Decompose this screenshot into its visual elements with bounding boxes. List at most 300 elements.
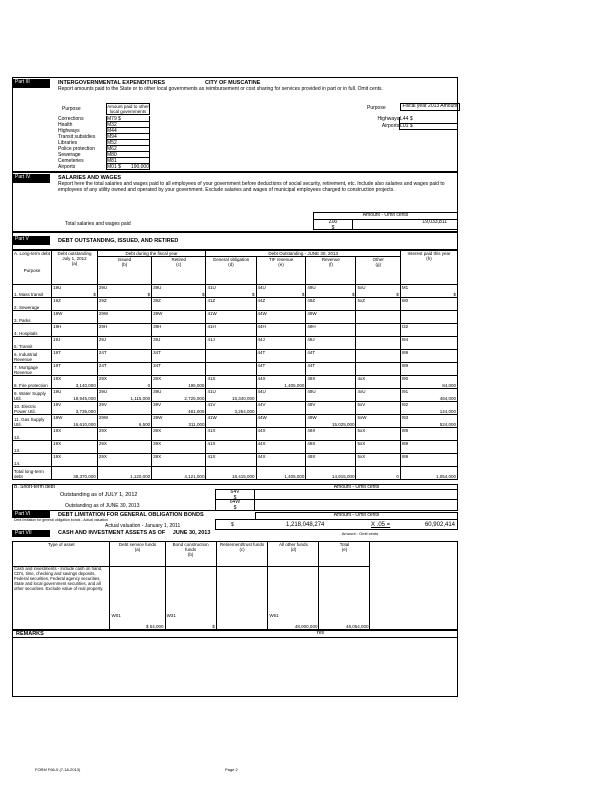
amount-cell[interactable] — [306, 311, 356, 324]
amount-cell[interactable] — [400, 376, 457, 389]
amount-cell[interactable] — [97, 337, 151, 350]
amount-cell[interactable] — [400, 337, 457, 350]
item-code: 5xV — [357, 402, 366, 408]
code: M62 — [107, 146, 117, 152]
amount-cell[interactable] — [256, 350, 306, 363]
amount-cell[interactable] — [356, 324, 400, 337]
long-term-label — [13, 251, 52, 285]
amount-cell[interactable] — [97, 389, 151, 402]
amount-cell[interactable] — [97, 311, 151, 324]
item-code: I89 — [401, 428, 409, 434]
table-row — [13, 389, 458, 402]
amount-cell[interactable] — [52, 389, 98, 402]
col-header — [97, 257, 151, 285]
amount: 524,000 — [439, 422, 456, 427]
amount-cell[interactable] — [356, 337, 400, 350]
total-wages-field[interactable]: 19,033,811 — [352, 219, 458, 230]
amount-cell[interactable] — [356, 350, 400, 363]
amount: $ — [301, 292, 305, 297]
short-term-label: B. Short-term debt — [14, 484, 55, 490]
amount: 16,610,000 — [73, 422, 96, 427]
amount-cell[interactable] — [206, 402, 256, 415]
item-code: 41X — [207, 441, 216, 447]
purpose-label: Transit subsidies — [58, 134, 96, 140]
sub: (e) — [341, 547, 348, 553]
remarks-box[interactable] — [12, 630, 458, 697]
amount: 1,120,000 — [130, 474, 151, 479]
item-code: 19H — [53, 324, 62, 330]
amount-cell[interactable] — [400, 285, 457, 298]
amount-cell[interactable] — [356, 389, 400, 402]
amount-cell[interactable] — [110, 567, 165, 630]
item-code: 49X — [307, 454, 316, 460]
label: Debt service funds — [118, 542, 157, 547]
amount: $ — [351, 292, 355, 297]
sub: (h) — [426, 256, 432, 262]
item-code: 44U — [257, 285, 266, 291]
amount-cell[interactable] — [400, 428, 457, 441]
amount-cell[interactable] — [356, 428, 400, 441]
item-code: W31 — [166, 612, 176, 618]
part3-instructions: Report amounts paid to the State or to other local governments as reimbursement or cost sharing for services provided in part or in full. Omit cents. — [58, 86, 383, 92]
amount-cell[interactable] — [356, 467, 400, 480]
amount-cell[interactable] — [97, 454, 151, 467]
amount: 84,000 — [442, 383, 456, 388]
item-code: I89 — [401, 363, 409, 369]
item-code: 29X — [98, 428, 107, 434]
item-code: W01 — [111, 612, 121, 618]
amount-cell[interactable] — [52, 376, 98, 389]
amount-cell[interactable] — [356, 285, 400, 298]
item-code: 49X — [307, 376, 316, 382]
sub: (d) — [290, 547, 297, 553]
amount-cell[interactable] — [400, 454, 457, 467]
item-code: 19V — [53, 402, 62, 408]
item-code: 39H — [153, 324, 162, 330]
amount-cell[interactable] — [52, 324, 98, 337]
amount: 195,000 — [188, 383, 205, 388]
amount-cell[interactable] — [306, 415, 356, 428]
item-code: 49H — [307, 324, 316, 330]
amount-cell[interactable] — [306, 441, 356, 454]
item-code: 19U — [53, 389, 62, 395]
dollar: $ — [233, 494, 237, 501]
amount-field[interactable]: L01 $ — [399, 124, 458, 131]
amount-cell[interactable] — [256, 467, 306, 480]
purpose-cell: 1. Mass transit — [13, 285, 52, 298]
purpose-cell: 7. Mortgage Revenue — [13, 363, 52, 376]
amount-cell[interactable] — [52, 467, 98, 480]
amount-cell[interactable] — [306, 350, 356, 363]
item-code: 29U — [98, 285, 108, 291]
item-code: 19Z — [53, 298, 61, 304]
amount-cell[interactable] — [306, 363, 356, 376]
item-code: 5xZ — [357, 298, 365, 304]
amount-cell[interactable] — [152, 350, 206, 363]
label: Other — [372, 257, 384, 263]
short-term-june-field[interactable] — [254, 499, 458, 511]
item-code: 44V — [257, 402, 266, 408]
amount-cell[interactable] — [256, 402, 306, 415]
amount-cell[interactable] — [216, 567, 268, 630]
amount: 1,054,000 — [435, 474, 456, 479]
amount-cell[interactable] — [152, 428, 206, 441]
amount-cell[interactable] — [97, 428, 151, 441]
amount-cell[interactable] — [97, 402, 151, 415]
part7-title: CASH AND INVESTMENT ASSETS AS OF — [58, 530, 166, 536]
col-header — [206, 257, 256, 285]
amount-cell[interactable] — [52, 441, 98, 454]
item-code: I80 — [401, 298, 409, 304]
cash-table — [12, 541, 458, 630]
purpose-row — [58, 164, 153, 170]
amount-cell[interactable] — [306, 324, 356, 337]
outstanding-july: Outstanding as of JULY 1, 2012 — [60, 492, 138, 498]
label: Retirement/trust funds — [219, 542, 265, 547]
amount-cell[interactable] — [256, 389, 306, 402]
amount-cell[interactable] — [400, 298, 457, 311]
purpose-cell: Total long-term debt — [13, 467, 52, 480]
amount-cell[interactable] — [356, 363, 400, 376]
amount-cell[interactable] — [400, 441, 457, 454]
amount-cell[interactable] — [52, 454, 98, 467]
amount-cell[interactable] — [319, 567, 370, 630]
amount: $ — [212, 623, 215, 629]
amount-cell[interactable] — [152, 376, 206, 389]
valuation-label: Actual valuation - January 1, 2011 — [105, 523, 181, 529]
amount-cell[interactable] — [165, 567, 216, 630]
purpose-cell: 14. — [13, 454, 52, 467]
amount-cell[interactable] — [206, 350, 256, 363]
col-header — [306, 257, 356, 285]
amount-cell[interactable] — [206, 454, 256, 467]
amount-cell[interactable] — [152, 363, 206, 376]
amount: 38,370,000 — [73, 474, 96, 479]
amount: $ — [396, 292, 399, 297]
amount: 3,735,000 — [75, 409, 96, 414]
item-code: 49U — [307, 389, 316, 395]
item-code: 41H — [207, 324, 216, 330]
amount-cell[interactable] — [306, 467, 356, 480]
amount-cell[interactable] — [206, 298, 256, 311]
amount-cell[interactable] — [400, 415, 457, 428]
code: M52 — [107, 140, 117, 146]
item-code: 41Z — [207, 298, 216, 304]
purpose-label: Cemeteries — [58, 158, 84, 164]
col-header — [110, 542, 165, 567]
amount-cell[interactable] — [152, 324, 206, 337]
amount-cell[interactable] — [206, 415, 256, 428]
right-purpose-header: Purpose — [367, 105, 386, 111]
item-code: I93 — [401, 415, 409, 421]
amount-cell[interactable] — [52, 337, 98, 350]
asset-description: Cash and investments - Include cash on hand, CD's, time, checking and savings deposits, Federal securities, Federal agency securities, State and local government securities, and all other securities. Exclude value of real property. — [13, 567, 110, 630]
amount-cell[interactable] — [52, 311, 98, 324]
table-row — [13, 285, 458, 298]
item-code: 49U — [307, 285, 316, 291]
table-row — [13, 350, 458, 363]
item-code: 44X — [257, 454, 266, 460]
amount-cell[interactable] — [256, 376, 306, 389]
amount-cell[interactable] — [206, 441, 256, 454]
col-header — [319, 542, 370, 567]
purpose-cell: 6. Industrial Revenue — [13, 350, 52, 363]
part7-amount-header: Amount - Omit cents — [341, 531, 379, 536]
amount: 48,000,000 — [294, 623, 318, 629]
item-code: 41U — [207, 389, 216, 395]
amount-cell[interactable] — [206, 389, 256, 402]
amount-cell[interactable] — [206, 324, 256, 337]
amount-cell[interactable] — [97, 467, 151, 480]
amount-cell[interactable] — [52, 363, 98, 376]
purpose-cell: 12. — [13, 428, 52, 441]
amount-cell[interactable] — [152, 337, 206, 350]
amount-cell[interactable] — [400, 467, 457, 480]
col-header — [268, 542, 319, 567]
purpose-label: Sewerage — [58, 152, 81, 158]
amount-cell[interactable] — [256, 454, 306, 467]
item-code: 19T — [53, 363, 61, 369]
amount-cell[interactable] — [206, 311, 256, 324]
amount-cell[interactable] — [152, 467, 206, 480]
amount-cell[interactable] — [97, 363, 151, 376]
item-code: I89 — [401, 350, 409, 356]
item-code: 19X — [53, 376, 62, 382]
amount-cell[interactable] — [306, 428, 356, 441]
amount-cell[interactable] — [256, 285, 306, 298]
sub: (c) — [239, 547, 245, 553]
item-code: 44T — [257, 363, 266, 369]
table-row — [13, 337, 458, 350]
amount-cell[interactable] — [256, 441, 306, 454]
amount-cell[interactable] — [97, 285, 151, 298]
amount-cell[interactable] — [152, 415, 206, 428]
amount-cell[interactable] — [52, 428, 98, 441]
item-code: I91 — [401, 389, 409, 395]
part5-tag: Part V — [12, 236, 50, 245]
amount: 6,500 — [138, 422, 151, 427]
item-code: 34T — [153, 363, 161, 369]
amount: 0 — [396, 474, 399, 479]
item-code: 29J — [98, 337, 107, 343]
part7-date: JUNE 30, 2013 — [172, 530, 211, 536]
amount-cell[interactable] — [400, 389, 457, 402]
item-code: 34T — [153, 350, 161, 356]
label: Retired — [171, 257, 187, 263]
table-row — [13, 428, 458, 441]
amount-cell[interactable] — [97, 298, 151, 311]
amount-cell[interactable] — [206, 285, 256, 298]
amount: $ — [93, 292, 96, 297]
amount-cell[interactable] — [306, 376, 356, 389]
amount-cell[interactable] — [256, 428, 306, 441]
item-code: 41X — [207, 454, 216, 460]
item-code: 41U — [207, 285, 216, 291]
code: M81 — [107, 158, 117, 164]
code: M01 $ — [107, 164, 121, 170]
amount: 1,115,000 — [130, 396, 151, 401]
amount-cell[interactable] — [152, 454, 206, 467]
purpose-cell: 11. Gas Supply Util. — [13, 415, 52, 428]
item-code: 29W — [98, 415, 109, 421]
amount: 481,000 — [188, 409, 205, 414]
amount-cell[interactable] — [306, 337, 356, 350]
amount-cell[interactable] — [356, 311, 400, 324]
amount-cell[interactable] — [152, 389, 206, 402]
amount-cell[interactable] — [97, 376, 151, 389]
amount-cell[interactable] — [256, 363, 306, 376]
code: M32 — [107, 122, 117, 128]
amount-cell[interactable] — [152, 402, 206, 415]
item-code: I92 — [401, 402, 409, 408]
label: All other funds — [279, 542, 308, 547]
part3-title: INTERGOVERNMENTAL EXPENDITURES — [58, 80, 166, 86]
amount: 2,725,000 — [184, 396, 205, 401]
sub: (e) — [278, 262, 284, 268]
amount-cell[interactable] — [52, 298, 98, 311]
amount: $ 54,000 — [146, 623, 164, 629]
amount-cell[interactable] — [356, 298, 400, 311]
label: Interest paid this year — [407, 251, 451, 256]
amount-cell[interactable] — [206, 363, 256, 376]
amount-cell[interactable] — [356, 454, 400, 467]
amount-cell[interactable] — [52, 415, 98, 428]
amount-cell[interactable] — [152, 311, 206, 324]
part5-title: DEBT OUTSTANDING, ISSUED, AND RETIRED — [58, 238, 179, 244]
amount-cell[interactable] — [256, 311, 306, 324]
amount-cell[interactable] — [152, 285, 206, 298]
item-code: 41X — [207, 428, 216, 434]
amount-cell[interactable] — [97, 350, 151, 363]
item-code: 29X — [98, 454, 107, 460]
valuation-value[interactable]: 1,218,048,274 — [286, 522, 325, 528]
item-code: I89 — [401, 454, 409, 460]
amount-cell[interactable] — [256, 337, 306, 350]
amount-cell[interactable] — [356, 441, 400, 454]
item-code: 41X — [207, 376, 216, 382]
label: Issued — [117, 257, 132, 263]
part4-text: Report here the total salaries and wages paid to all employees of your government before deductions of social security, retirement, etc. Include also salaries and wages paid to employees of any utility owned and operated by your government. Exclude salaries and wages of municipal employees charged to construction projects. — [58, 181, 445, 193]
amount-cell[interactable] — [400, 311, 457, 324]
table-row — [13, 415, 458, 428]
code: M80 — [107, 152, 117, 158]
code: 64W — [229, 499, 241, 505]
amount-cell[interactable] — [52, 285, 98, 298]
amount-cell[interactable] — [256, 415, 306, 428]
amount-cell[interactable] — [268, 567, 319, 630]
item-code: 44X — [257, 441, 266, 447]
item-code: 44U — [257, 389, 266, 395]
purpose-cell: 5. Transit — [13, 337, 52, 350]
item-code: W61 — [269, 612, 279, 618]
amount-cell[interactable] — [97, 415, 151, 428]
amount-cell[interactable] — [206, 337, 256, 350]
purpose-label: Highways — [58, 128, 80, 134]
part6-tag: Part VI — [12, 511, 50, 518]
purpose-cell: 4. Hospitals — [13, 324, 52, 337]
label: Type of asset — [47, 542, 75, 547]
table-row — [13, 324, 458, 337]
amount-cell[interactable] — [206, 376, 256, 389]
amount-cell[interactable] — [256, 298, 306, 311]
item-code: 39J — [153, 337, 161, 343]
item-code: 29X — [98, 441, 107, 447]
item-code: 41J — [207, 337, 215, 343]
item-code: 29V — [98, 402, 107, 408]
amount-cell[interactable] — [52, 350, 98, 363]
amount: 15,025,000 — [331, 422, 355, 427]
amount: $ — [252, 292, 255, 297]
amount-cell[interactable] — [206, 467, 256, 480]
amount-cell[interactable] — [152, 298, 206, 311]
amount-cell[interactable] — [152, 441, 206, 454]
part3-tag: Part III — [12, 79, 50, 88]
right-amount-header: Fiscal year 2013 Amount — [400, 103, 460, 111]
amount: 3,140,000 — [75, 383, 96, 388]
purpose-label: Health — [58, 122, 73, 128]
item-code: 49V — [307, 402, 316, 408]
item-code: 44T — [307, 350, 316, 356]
amount-cell[interactable] — [400, 402, 457, 415]
amount: 18,945,000 — [73, 396, 96, 401]
amount-cell[interactable] — [52, 402, 98, 415]
part4-title: SALARIES AND WAGES — [58, 175, 122, 181]
amount-field[interactable]: L44 $ — [399, 117, 458, 124]
item-code: 29H — [98, 324, 108, 330]
amount: 311,000 — [188, 422, 205, 427]
amount-cell[interactable] — [306, 285, 356, 298]
item-code: 49W — [307, 415, 317, 421]
label: Total — [339, 542, 350, 547]
amount-cell[interactable] — [206, 428, 256, 441]
code: Z00 — [328, 219, 338, 225]
purpose-cell: 3. Parks — [13, 311, 52, 324]
item-code: 44T — [257, 350, 266, 356]
amount: 1,405,000 — [284, 474, 305, 479]
purpose-row — [355, 124, 458, 131]
sub: (f) — [328, 262, 334, 268]
item-code: 39W — [153, 415, 163, 421]
purpose-cell: 8. Fire protection — [13, 376, 52, 389]
amount-cell[interactable] — [356, 415, 400, 428]
amount-cell[interactable] — [400, 350, 457, 363]
amount-cell[interactable] — [256, 324, 306, 337]
amount-cell[interactable] — [306, 298, 356, 311]
amount-cell[interactable] — [306, 402, 356, 415]
item-code: 39X — [153, 428, 162, 434]
label: Debt outstanding July 1, 2012 — [57, 251, 92, 262]
code: 64V — [230, 489, 240, 495]
blank-cell — [370, 542, 458, 630]
amount-cell[interactable] — [97, 324, 151, 337]
item-code: 5xU — [357, 285, 366, 291]
item-code: M1 — [401, 285, 409, 291]
table-row — [13, 441, 458, 454]
amount-cell[interactable] — [356, 402, 400, 415]
col-header — [165, 542, 216, 567]
item-code: 39U — [153, 389, 162, 395]
item-code: 39U — [153, 285, 162, 291]
amount-cell[interactable] — [356, 376, 400, 389]
amount-cell[interactable] — [97, 441, 151, 454]
amount-cell[interactable] — [400, 324, 457, 337]
amount-cell[interactable] — [306, 454, 356, 467]
amount-cell[interactable] — [400, 363, 457, 376]
amount-field[interactable] — [106, 164, 150, 170]
amount-cell[interactable] — [306, 389, 356, 402]
during-header: Debt during the fiscal year — [97, 251, 206, 257]
city-name: CITY OF MUSCATINE — [205, 80, 261, 86]
